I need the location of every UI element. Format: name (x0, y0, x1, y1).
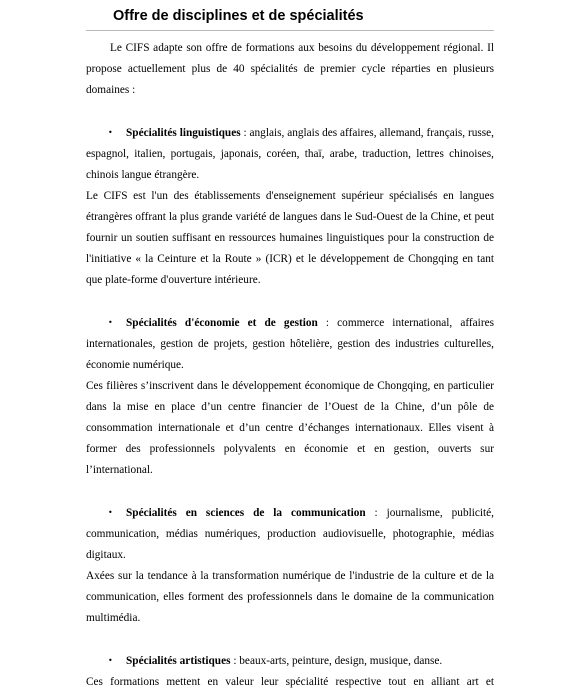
spacer (86, 629, 494, 650)
section-economics-heading: Spécialités d'économie et de gestion (126, 317, 318, 329)
section-arts-bullet (86, 650, 494, 672)
section-economics-bullet (86, 312, 494, 376)
bullet-icon: • (108, 656, 113, 665)
section-communication-items: : journalisme, publicité, communication, médias numériques, production audiovisuelle, photographie, médias digitaux. (86, 507, 494, 561)
section-languages-heading: Spécialités linguistiques (126, 127, 241, 139)
section-economics-description: Ces filières s’inscrivent dans le développement économique de Chongqing, en particulier dans la mise en place d’un centre financier de l’Ouest de la Chine, d’un pôle de consommation internationale et d’un centre d’échanges internationaux. Elles visent à former des professionnels polyvalents en économie et en gestion, ouverts sur l’international. (86, 380, 494, 476)
section-arts-description: Ces formations mettent en valeur leur spécialité respective tout en alliant art et (86, 676, 494, 688)
spacer (86, 101, 494, 122)
section-economics-items: : commerce international, affaires internationales, gestion de projets, gestion hôtelière, gestion des industries culturelles, économie numérique. (86, 317, 494, 371)
section-communication-description: Axées sur la tendance à la transformation numérique de l'industrie de la culture et de la communication, elles forment des professionnels dans le domaine de la communication multimédia. (86, 570, 494, 624)
section-communication-heading: Spécialités en sciences de la communication (126, 507, 366, 519)
section-languages-description: Le CIFS est l'un des établissements d'enseignement supérieur spécialisés en langues étrangères offrant la plus grande variété de langues dans le Sud-Ouest de la Chine, et peut fournir un soutien suffisant en ressources humaines linguistiques pour la construction de l'initiative « la Ceinture et la Route » (ICR) et le développement de Chongqing en tant que plate-forme d'ouverture intérieure. (86, 190, 494, 286)
section-communication-bullet (86, 502, 494, 566)
section-arts-items: : beaux-arts, peinture, design, musique, danse. (230, 655, 443, 667)
document-body (86, 38, 494, 693)
section-languages-bullet (86, 122, 494, 186)
spacer (86, 481, 494, 502)
intro-paragraph: Le CIFS adapte son offre de formations aux besoins du développement régional. Il propose actuellement plus de 40 spécialités de premier cycle réparties en plusieurs domaines : (86, 42, 494, 96)
page-title: Offre de disciplines et de spécialités (113, 8, 364, 24)
section-languages-items: : anglais, anglais des affaires, allemand, français, russe, espagnol, italien, portugais, japonais, coréen, thaï, arabe, traduction, lettres chinoises, chinois langue étrangère. (86, 127, 494, 181)
bullet-icon: • (108, 508, 113, 517)
bullet-icon: • (108, 318, 113, 327)
spacer (86, 291, 494, 312)
title-divider (86, 30, 494, 31)
bullet-icon: • (108, 128, 113, 137)
section-arts-heading: Spécialités artistiques (126, 655, 231, 667)
